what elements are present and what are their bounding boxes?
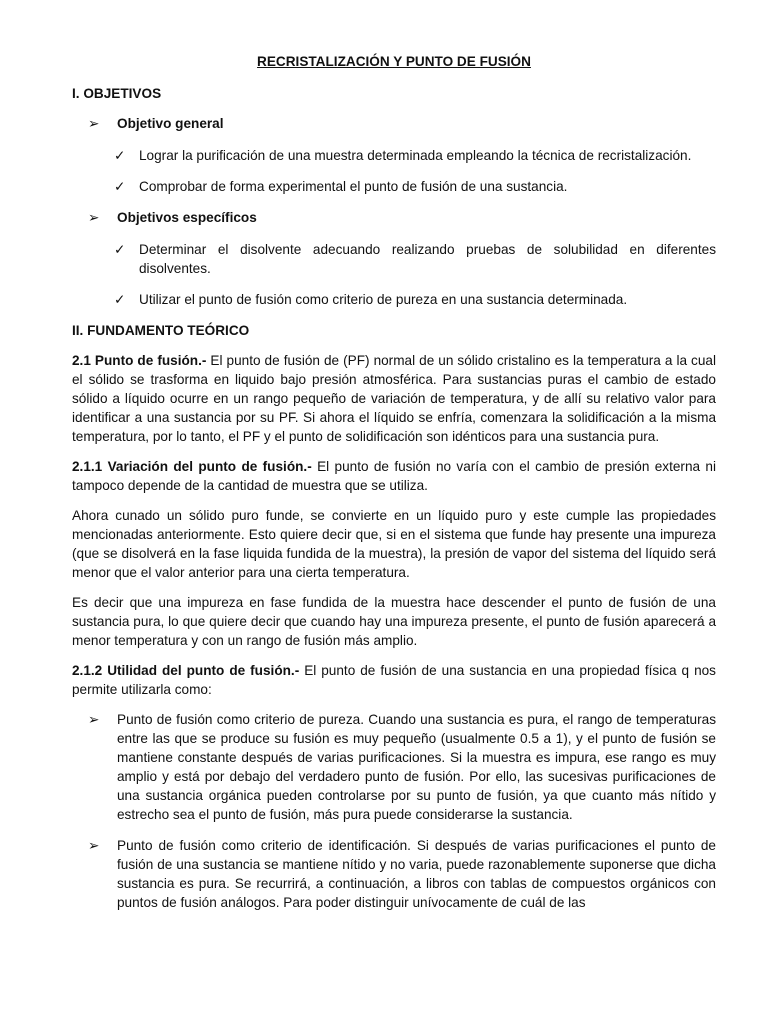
arrow-bullet-icon: ➢	[88, 712, 100, 727]
document-page	[72, 52, 716, 924]
document-title: RECRISTALIZACIÓN Y PUNTO DE FUSIÓN	[257, 54, 531, 69]
paragraph-body: El punto de fusión no varía con el cambio de presión externa ni tampoco depende de la cantidad de muestra que se utiliza.	[72, 459, 716, 493]
arrow-bullet-icon: ➢	[88, 210, 100, 225]
checkmark-icon: ✓	[114, 179, 126, 194]
objetivos-especificos-label: Objetivos específicos	[117, 210, 257, 225]
arrow-bullet-icon: ➢	[88, 116, 100, 131]
objetivo-general-label: Objetivo general	[117, 116, 224, 131]
paragraph-lead: 2.1.2 Utilidad del punto de fusión.-	[72, 663, 300, 678]
objetivo-general-heading	[88, 114, 716, 133]
paragraph-utilidad	[72, 661, 716, 699]
checkmark-icon: ✓	[114, 148, 126, 163]
utilidad-bullet-item	[88, 836, 716, 912]
checkmark-icon: ✓	[114, 292, 126, 307]
paragraph-impureza: Es decir que una impureza en fase fundida de la muestra hace descender el punto de fusión de una sustancia pura, lo que quiere decir que cuando hay una impureza presente, el punto de fusión aparecerá a menor temperatura y con un rango de fusión más amplio.	[72, 595, 716, 648]
paragraph-lead: 2.1.1 Variación del punto de fusión.-	[72, 459, 312, 474]
objetivo-text: Utilizar el punto de fusión como criterio de pureza en una sustancia determinada.	[139, 292, 628, 307]
objetivo-text: Determinar el disolvente adecuando realizando pruebas de solubilidad en diferentes disolventes.	[139, 242, 716, 276]
section-objetivos-heading: I. OBJETIVOS	[72, 86, 162, 101]
paragraph-body: El punto de fusión de (PF) normal de un sólido cristalino es la temperatura a la cual el sólido se trasforma en liquido bajo presión atmosférica. Para sustancias puras el cambio de estado sólido a líquido ocurre en un rango pequeño de variación de temperatura, y de allí su relativo valor para identificar a una sustancia por su PF. Si ahora el líquido se enfría, comenzara la solidificación a la misma temperatura, por lo tanto, el PF y el punto de solidificación son idénticos para una sustancia pura.	[72, 353, 716, 444]
arrow-bullet-icon: ➢	[88, 838, 100, 853]
objetivo-especifico-item	[114, 240, 716, 278]
utilidad-bullet-item	[88, 710, 716, 824]
objetivo-general-item	[114, 146, 716, 165]
objetivo-especifico-item	[114, 290, 716, 309]
objetivo-text: Comprobar de forma experimental el punto de fusión de una sustancia.	[139, 179, 568, 194]
bullet-text: Punto de fusión como criterio de pureza. Cuando una sustancia es pura, el rango de temperaturas entre las que se produce su fusión es muy pequeño (usualmente 0.5 a 1), y el punto de fusión se mantiene constante después de varias purificaciones. Si la muestra es impura, ese rango es muy amplio y está por debajo del verdadero punto de fusión. Por ello, las sucesivas purificaciones de una sustancia orgánica pueden controlarse por su punto de fusión, ya que cuanto más nítido y estrecho sea el punto de fusión, más pura puede considerarse la sustancia.	[117, 712, 716, 822]
section-fundamento-heading: II. FUNDAMENTO TEÓRICO	[72, 323, 250, 338]
paragraph-lead: 2.1 Punto de fusión.-	[72, 353, 207, 368]
paragraph-variacion	[72, 457, 716, 495]
objetivo-text: Lograr la purificación de una muestra determinada empleando la técnica de recristalización.	[139, 148, 692, 163]
paragraph-punto-fusion	[72, 351, 716, 446]
bullet-text: Punto de fusión como criterio de identificación. Si después de varias purificaciones el punto de fusión de una sustancia se mantiene nítido y no varia, puede razonablemente suponerse que dicha sustancia es pura. Se recurrirá, a continuación, a libros con tablas de compuestos orgánicos con puntos de fusión análogos. Para poder distinguir unívocamente de cuál de las	[117, 838, 716, 910]
paragraph-solido-puro: Ahora cunado un sólido puro funde, se convierte en un líquido puro y este cumple las propiedades mencionadas anteriormente. Esto quiere decir que, si en el sistema que funde hay presente una impureza (que se disolverá en la fase liquida fundida de la muestra), la presión de vapor del sistema del líquido será menor que el valor anterior para una cierta temperatura.	[72, 508, 716, 580]
objetivo-general-item	[114, 177, 716, 196]
objetivos-especificos-heading	[88, 208, 716, 227]
checkmark-icon: ✓	[114, 242, 126, 257]
paragraph-body: El punto de fusión de una sustancia en una propiedad física q nos permite utilizarla como:	[72, 663, 716, 697]
